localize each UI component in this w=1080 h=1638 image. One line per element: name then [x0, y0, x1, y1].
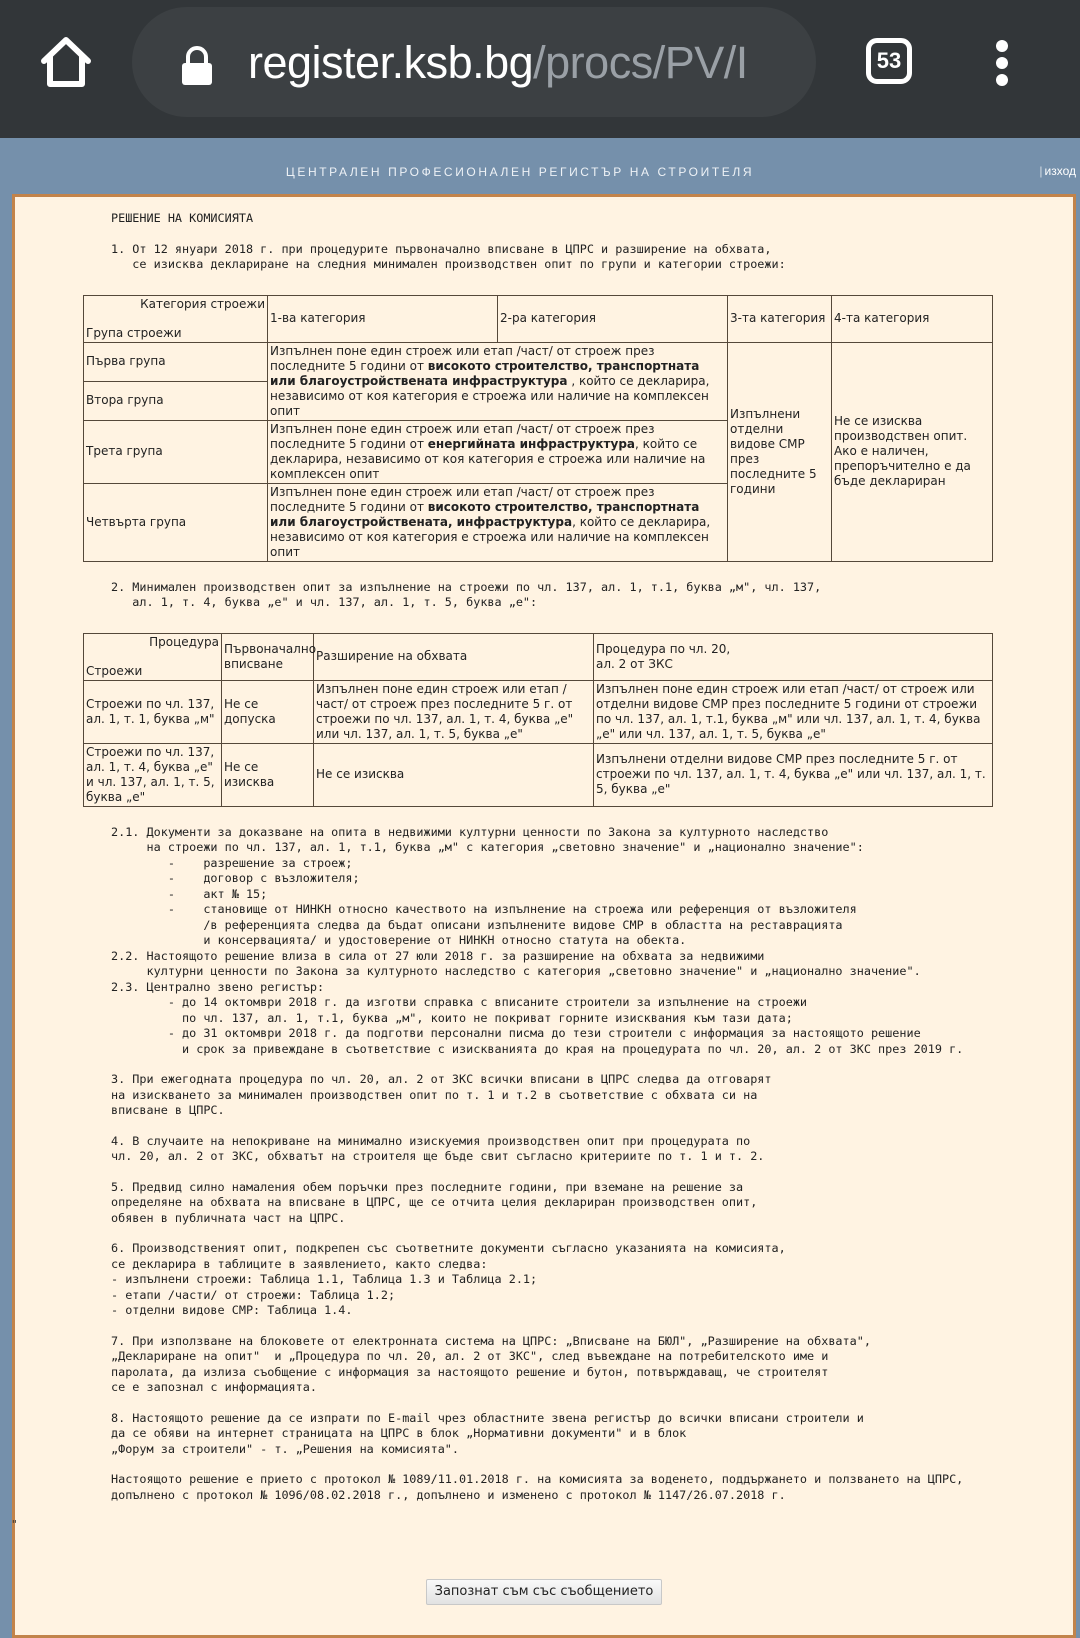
table2-cell: Изпълнен поне един строеж или етап /част/ от строеж през последните 5 г. от строежи по чл. 137, ал. 1, т. 4, буква „е" или чл. 137, ал. 1, т. 5, буква „е": [314, 680, 594, 743]
url-path: /procs/PV/I: [533, 37, 748, 88]
table1-cat4-cell: Не се изисква производствен опит. Ако е наличен, препоръчително е да бъде деклариран: [832, 342, 993, 561]
url-text: [248, 37, 748, 89]
paragraph-6: 6. Производственият опит, подкрепен със съответните документи съгласно указанията на комисията, се декларира в таблиците в заявлението, както следва: - изпълнени строежи: Таблица 1.1, Таблица 1.3 и Таблица 2.1; - етапи /части/ от строежи: Таблица 1.2; - отделни видове СМР: Таблица 1.4.: [111, 1241, 786, 1317]
table2-corner-top: Процедура: [149, 634, 219, 649]
address-bar[interactable]: [132, 7, 816, 117]
site-title: ЦЕНТРАЛЕН ПРОФЕСИОНАЛЕН РЕГИСТЪР НА СТРОИТЕЛЯ: [285, 165, 755, 179]
tab-switcher-button[interactable]: 53: [866, 38, 912, 84]
site-header: [0, 138, 1080, 194]
paragraph-3: 3. При ежегодната процедура по чл. 20, ал. 2 от ЗКС всички вписани в ЦПРС следва да отговарят на изискването за минимален производствен опит по т. 1 и т.2 в съответствие с обхвата си на вписване в ЦПРС.: [111, 1072, 772, 1117]
table2-col-header: Разширение на обхвата: [314, 633, 594, 680]
paragraph-4: 4. В случаите на непокриване на минимално изискуемия производствен опит при процедурата по чл. 20, ал. 2 от ЗКС, обхватът на строителя ще бъде свит съгласно критериите по т. 1 и т. 2.: [111, 1133, 765, 1163]
cell-text: Изпълнен поне един строеж или етап /част/ от строеж през последните 5 години от: [270, 421, 655, 451]
table2-corner: [84, 633, 222, 680]
cell-text: , който се декларира, независимо от коя категория е строежа или наличие на комплексен опит: [270, 514, 711, 559]
closing-note: Настоящото решение е прието с протокол № 1089/11.01.2018 г. на комисията за воденето, поддържането и ползването на ЦПРС, допълнено с протокол № 1096/08.02.2018 г., допълнено и изменено с протокол № 1147/26.07.2018 г.: [111, 1472, 964, 1502]
table2-cell: Не се допуска: [222, 680, 314, 743]
paragraph-2-3: 2.3. Централно звено регистър: - до 14 октомври 2018 г. да изготви справка с вписаните строители за изпълнение на строежи по чл. 137, ал. 1, т.1, буква „м", които не покриват горните изисквания към тази дата; - до 31 октомври 2018 г. да подготви персонални писма до тези строители с информация за настоящото решение и срок за привеждане в съответствие с изискванията до края на процедурата по чл. 20, ал. 2 от ЗКС през 2019 г.: [111, 979, 964, 1056]
table2-row-label: Строежи по чл. 137, ал. 1, т. 1, буква „м": [84, 680, 222, 743]
table1-corner-bottom: Група строежи: [86, 325, 182, 340]
table1-row-label: Втора група: [84, 381, 268, 420]
table2-row-label: Строежи по чл. 137, ал. 1, т. 4, буква „е" и чл. 137, ал. 1, т. 5, буква „е": [84, 743, 222, 806]
table2-cell: Не се изисква: [314, 743, 594, 806]
table1-cell-group12: [268, 342, 728, 420]
table1-row-label: Трета група: [84, 420, 268, 483]
logout-separator: |: [1039, 164, 1043, 178]
cell-text-bold: високото строителство, транспортната или благоустройствената инфраструктура: [270, 358, 700, 388]
table1-cat3-cell: Изпълнени отделни видове СМР през последните 5 години: [728, 342, 832, 561]
paragraph-2-1: 2.1. Документи за доказване на опита в недвижими културни ценности по Закона за културното наследство на строежи по чл. 137, ал. 1, т.1, буква „м" с категория „световно значение" и „национално значение": - разрешение за строеж; - договор с възложителя; - акт № 15; - становище от НИНКН относно качеството на изпълнение на строежа или референция от възложителя /в референцията следва да бъдат описани изпълнените видове СМР в областта на реставрацията и консервацията/ и удостоверение от НИНКН относно статута на обекта.: [111, 824, 864, 947]
table1-col-header: 1-ва категория: [268, 295, 498, 342]
table2-corner-bottom: Строежи: [86, 663, 143, 678]
decision-panel: [12, 194, 1076, 1638]
trailing-quote: ": [11, 1518, 18, 1531]
categories-table: [83, 295, 993, 562]
table2-cell: Изпълнени отделни видове СМР през последните 5 г. от строежи по чл. 137, ал. 1, т. 4, буква „е" или чл. 137, ал. 1, т. 5, буква „е": [594, 743, 993, 806]
table1-corner-top: Категория строежи: [140, 296, 265, 311]
cell-text: Изпълнен поне един строеж или етап /част/ от строеж през последните 5 години от: [270, 484, 655, 514]
paragraph-1: 1. От 12 януари 2018 г. при процедурите първоначално вписване в ЦПРС и разширение на обхвата, се изисква деклариране на следния минимален производствен опит по групи и категории строежи:: [111, 241, 786, 271]
table1-corner: [84, 295, 268, 342]
table1-cell-group3: [268, 420, 728, 483]
table1-cell-group4: [268, 483, 728, 561]
table2-col-header: Процедура по чл. 20, ал. 2 от ЗКС: [594, 633, 993, 680]
paragraph-8: 8. Настоящото решение да се изпрати по E-mail чрез областните звена регистър до всички вписани строители и да се обяви на интернет страницата на ЦПРС в блок „Нормативни документи" и в блок „Форум за строители" - т. „Решения на комисията".: [111, 1410, 864, 1456]
paragraph-7: 7. При използване на блоковете от електронната система на ЦПРС: „Вписване на БЮЛ", „Разширение на обхвата", „Деклариране на опит" и „Процедура по чл. 20, ал. 2 от ЗКС", след въвеждане на потребителското име и паролата, да излиза съобщение с информация за настоящото решение и бутон, потвърждаващ, че строителят се е запознал с информацията.: [111, 1333, 871, 1394]
cell-text-bold: енергийната инфраструктура: [427, 436, 636, 451]
table1-col-header: 4-та категория: [832, 295, 993, 342]
paragraph-2: 2. Минимален производствен опит за изпълнение на строежи по чл. 137, ал. 1, т.1, буква „м", чл. 137, ал. 1, т. 4, буква „е" и чл. 137, ал. 1, т. 5, буква „е":: [111, 579, 822, 609]
table1-col-header: 3-та категория: [728, 295, 832, 342]
table1-row-label: Първа група: [84, 342, 268, 381]
logout-link[interactable]: изход: [1044, 164, 1076, 178]
table2-cell: Изпълнен поне един строеж или етап /част/ от строеж или отделни видове СМР през последните 5 години от строежи по чл. 137, ал. 1, т.1, буква „м" или чл. 137, ал. 1, т. 4, буква „е" или чл. 137, ал. 1, т. 5, буква „е": [594, 680, 993, 743]
table1-row-label: Четвърта група: [84, 483, 268, 561]
cell-text: , който се декларира, независимо от коя категория е строежа или наличие на комплексен опит: [270, 373, 710, 418]
cell-text-bold: високото строителство, транспортната или благоустройствената, инфраструктура: [270, 499, 700, 529]
home-button[interactable]: [38, 34, 94, 90]
table1-col-header: 2-ра категория: [498, 295, 728, 342]
table2-cell: Не се изисква: [222, 743, 314, 806]
table2-col-header: Първоначално вписване: [222, 633, 314, 680]
acknowledge-button[interactable]: Запознат съм със съобщението: [426, 1579, 663, 1605]
decision-heading: РЕШЕНИЕ НА КОМИСИЯТА: [111, 211, 254, 225]
home-icon: [38, 34, 94, 90]
paragraph-5: 5. Предвид силно намаления обем поръчки през последните години, при вземане на решение за определяне на обхвата на вписване в ЦПРС, ще се отчита целия деклариран производствен опит, обявен в публичната част на ЦПРС.: [111, 1179, 758, 1225]
url-host: register.ksb.bg: [248, 37, 534, 88]
more-vert-icon[interactable]: [990, 40, 1014, 86]
cell-text: Изпълнен поне един строеж или етап /част/ от строеж през последните 5 години от: [270, 343, 655, 373]
cell-text: , който се декларира, независимо от коя категория е строежа или наличие на комплексен опит: [270, 436, 706, 481]
paragraph-2-2: 2.2. Настоящото решение влиза в сила от 27 юли 2018 г. за разширение на обхвата за недвижими културни ценности по Закона за културното наследство с категория „световно значение" и „национално значение".: [111, 948, 921, 978]
browser-toolbar: [0, 0, 1080, 138]
lock-icon: [180, 45, 214, 87]
procedures-table: [83, 633, 993, 807]
